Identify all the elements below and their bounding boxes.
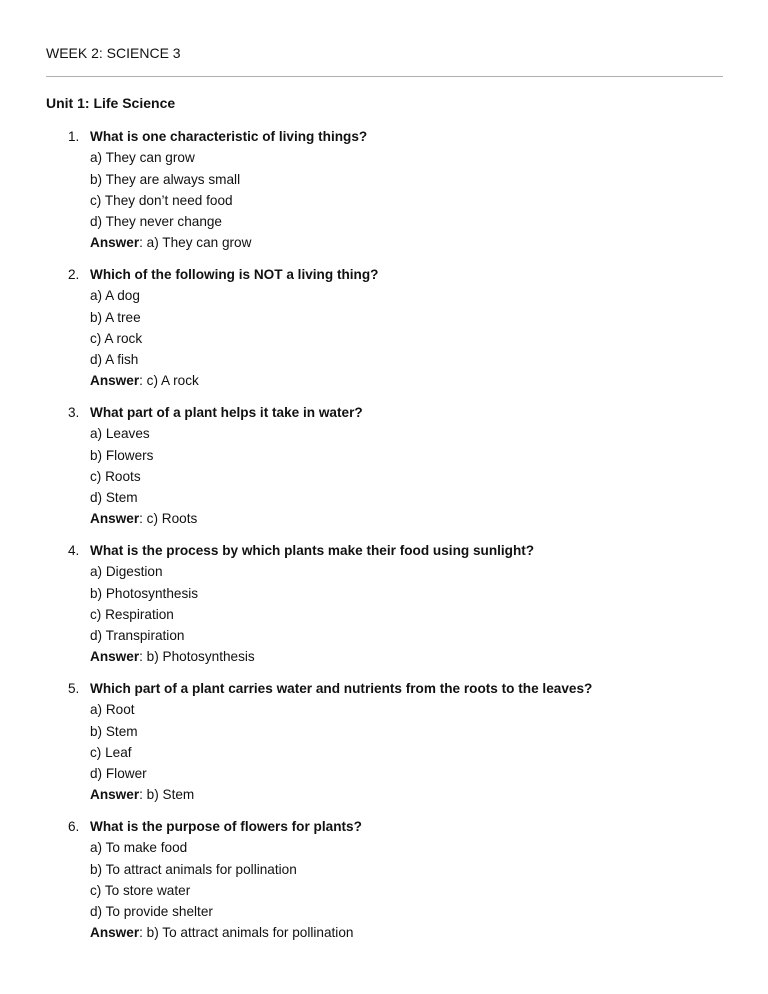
question-body [90, 264, 378, 392]
question-text: What part of a plant helps it take in water? [90, 405, 363, 420]
answer-label: Answer [90, 925, 140, 941]
option-a: a) Root [90, 702, 135, 718]
answer-value: : c) A rock [139, 373, 199, 389]
question-item [68, 540, 728, 678]
option-d: d) To provide shelter [90, 904, 213, 920]
question-body [90, 678, 592, 806]
question-body [90, 126, 367, 254]
question-text: Which of the following is NOT a living thing? [90, 267, 379, 282]
option-b: b) Stem [90, 723, 138, 739]
option-b: b) A tree [90, 309, 141, 325]
question-number: 4. [68, 543, 80, 558]
question-item [68, 126, 728, 264]
document-header: WEEK 2: SCIENCE 3 [46, 45, 181, 61]
option-c: c) A rock [90, 330, 143, 346]
question-text: What is the process by which plants make their food using sunlight? [90, 543, 535, 558]
option-c: c) Roots [90, 468, 141, 484]
answer-line [90, 370, 378, 391]
option-b: b) They are always small [90, 171, 241, 187]
option-a: a) A dog [90, 288, 140, 304]
answer-label: Answer [90, 373, 140, 389]
unit-title: Unit 1: Life Science [46, 95, 176, 111]
answer-value: : b) Stem [139, 787, 195, 803]
answer-value: : c) Roots [139, 511, 198, 527]
option-a: a) To make food [90, 840, 188, 856]
option-c: c) They don’t need food [90, 192, 233, 208]
answer-value: : b) To attract animals for pollination [139, 925, 354, 941]
option-a: a) Leaves [90, 426, 150, 442]
question-text: What is one characteristic of living things? [90, 129, 368, 144]
answer-line [90, 922, 362, 943]
answer-line [90, 508, 363, 529]
option-a: a) They can grow [90, 150, 195, 166]
option-d: d) They never change [90, 214, 222, 230]
option-c: c) To store water [90, 882, 191, 898]
question-item [68, 816, 728, 954]
answer-line [90, 784, 592, 805]
question-number: 1. [68, 129, 80, 144]
option-b: b) To attract animals for pollination [90, 861, 297, 877]
question-text: What is the purpose of flowers for plants? [90, 819, 362, 834]
option-c: c) Leaf [90, 744, 132, 760]
answer-label: Answer [90, 787, 140, 803]
option-d: d) A fish [90, 352, 139, 368]
answer-label: Answer [90, 511, 140, 527]
answer-line [90, 232, 367, 253]
question-number: 6. [68, 819, 80, 834]
option-b: b) Flowers [90, 447, 154, 463]
answer-value: : a) They can grow [139, 235, 252, 251]
question-text: Which part of a plant carries water and nutrients from the roots to the leaves? [90, 681, 593, 696]
option-d: d) Transpiration [90, 628, 185, 644]
answer-value: : b) Photosynthesis [139, 649, 255, 665]
option-a: a) Digestion [90, 564, 163, 580]
question-number: 2. [68, 267, 80, 282]
question-item [68, 402, 728, 540]
question-list [68, 126, 728, 954]
question-item [68, 678, 728, 816]
question-body [90, 816, 362, 944]
question-item [68, 264, 728, 402]
option-d: d) Flower [90, 766, 147, 782]
header-divider [46, 76, 723, 77]
question-body [90, 540, 534, 668]
option-c: c) Respiration [90, 606, 174, 622]
question-number: 3. [68, 405, 80, 420]
question-body [90, 402, 363, 530]
answer-label: Answer [90, 649, 140, 665]
question-number: 5. [68, 681, 80, 696]
option-b: b) Photosynthesis [90, 585, 199, 601]
answer-line [90, 646, 534, 667]
answer-label: Answer [90, 235, 140, 251]
option-d: d) Stem [90, 490, 138, 506]
